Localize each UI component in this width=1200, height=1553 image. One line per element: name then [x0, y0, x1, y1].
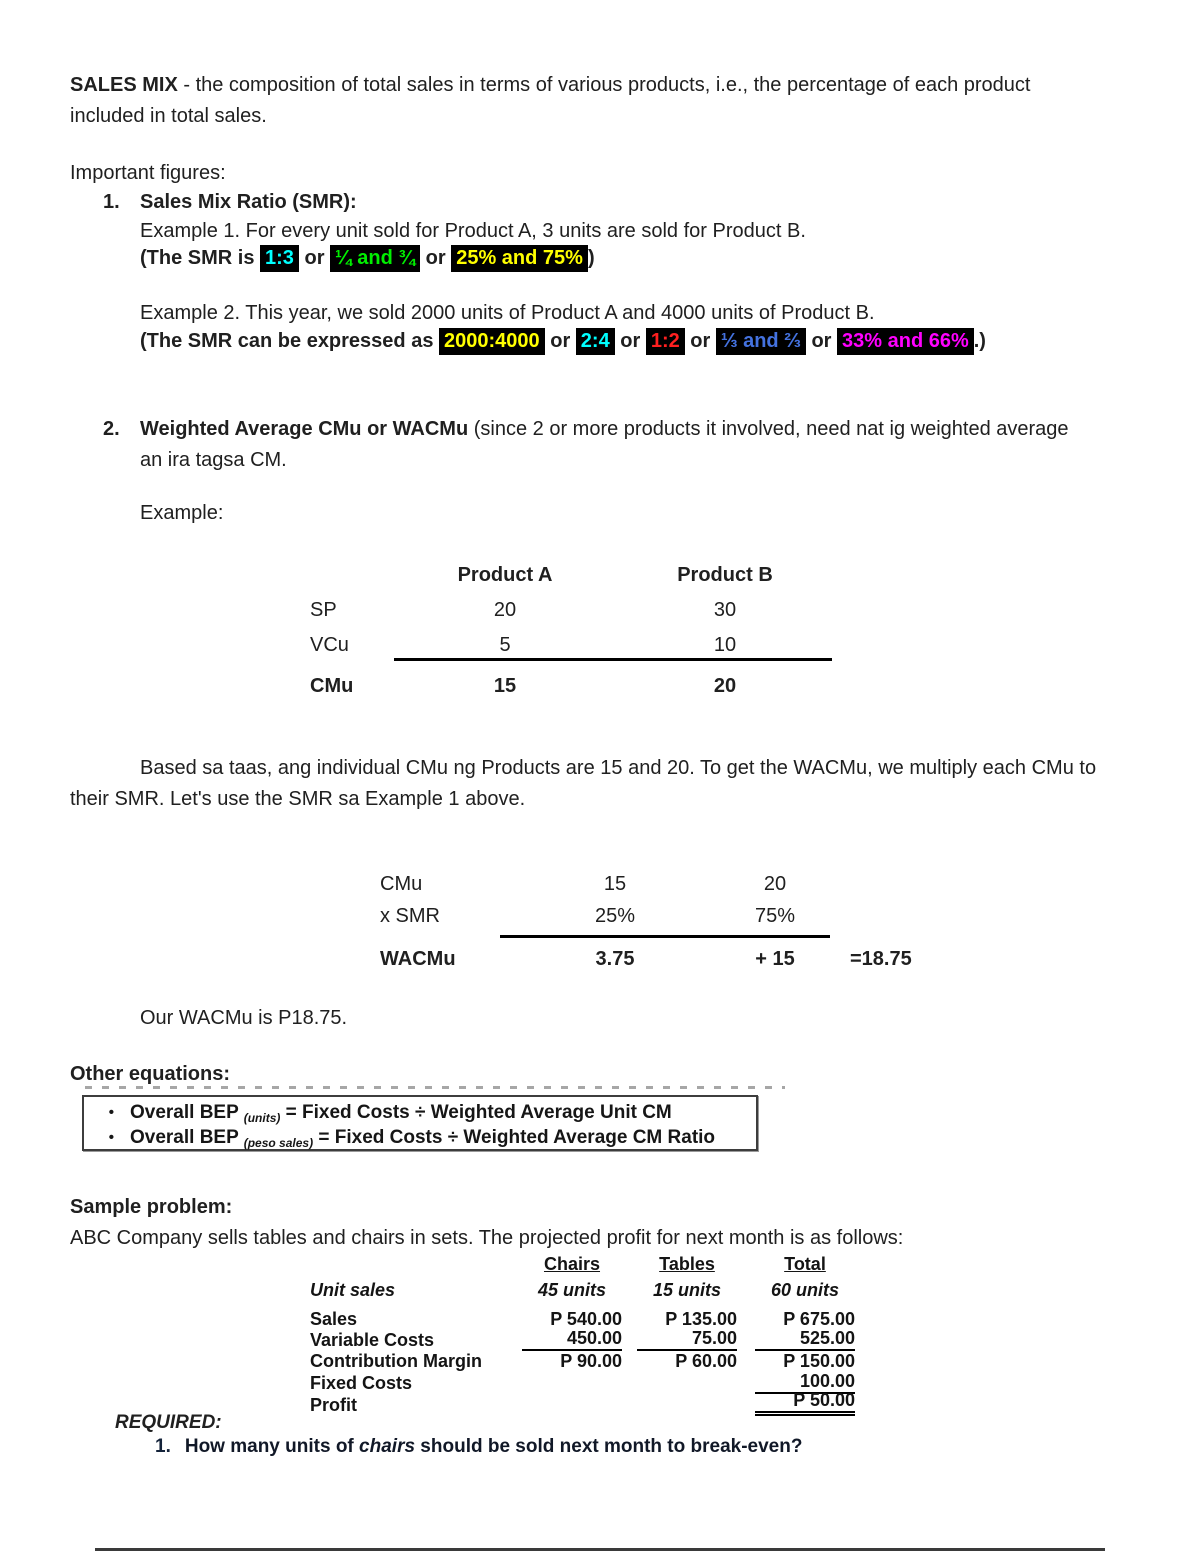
equation-body: = Fixed Costs ÷ Weighted Average CM Ratio	[313, 1127, 716, 1148]
cm-row-label: SP	[310, 599, 337, 621]
highlight-ratio-1-3: 1:3	[260, 245, 299, 272]
equation-text	[130, 1126, 715, 1151]
example2-text: Example 2. This year, we sold 2000 units of Product A and 4000 units of Product B.	[140, 302, 875, 324]
next-page-rule-artifact	[95, 1548, 1105, 1551]
or-separator: or	[684, 330, 716, 352]
table-cell: P 60.00	[675, 1351, 737, 1371]
sales-row	[310, 1309, 855, 1330]
cm-table	[310, 558, 840, 704]
cm-header-product-b: Product B	[677, 564, 773, 586]
cm-row-cmu	[310, 669, 840, 704]
or-separator: or	[805, 330, 838, 352]
highlight-ratio-2-4: 2:4	[576, 328, 615, 355]
smr1-suffix: )	[587, 247, 595, 269]
table-cell: P 135.00	[665, 1309, 737, 1329]
example-label: Example:	[140, 502, 224, 524]
other-equations-heading: Other equations:	[70, 1063, 231, 1085]
profit-row	[310, 1390, 855, 1416]
projection-header-chairs: Chairs	[543, 1254, 601, 1274]
table-cell: 100.00	[755, 1371, 855, 1394]
bullet-icon: •	[108, 1104, 114, 1121]
or-separator: or	[614, 330, 646, 352]
question-1-number: 1.	[155, 1436, 171, 1457]
equations-box	[82, 1095, 758, 1151]
bullet-icon: •	[108, 1129, 114, 1146]
table-cell: 15 units	[652, 1280, 722, 1300]
row-label: Unit sales	[310, 1280, 396, 1300]
wacmu-row-cmu	[380, 868, 960, 900]
cm-row-sp	[310, 593, 840, 628]
table-cell: 450.00	[522, 1328, 622, 1351]
cutoff-text-artifact	[85, 1086, 785, 1089]
cm-cell: 5	[499, 634, 511, 656]
table-cell: 45 units	[537, 1280, 607, 1300]
question-1-italic-word: chairs	[359, 1436, 416, 1457]
smr2-suffix: .)	[973, 330, 986, 352]
cm-table-total-rule	[394, 658, 832, 661]
table-cell: P 90.00	[560, 1351, 622, 1371]
table-cell: P 540.00	[550, 1309, 622, 1329]
highlight-fractions-quarters: ¼ and ¾	[330, 245, 420, 272]
wacmu-row-label: CMu	[380, 872, 423, 895]
wacmu-cell: + 15	[755, 947, 795, 970]
highlight-percents-25-75: 25% and 75%	[451, 245, 588, 272]
item1-title: Sales Mix Ratio (SMR):	[140, 191, 357, 213]
unit-sales-row	[310, 1275, 855, 1301]
wacmu-note: Our WACMu is P18.75.	[140, 1007, 348, 1029]
important-figures-label: Important figures:	[70, 162, 226, 184]
projection-header-row	[310, 1251, 855, 1275]
contribution-margin-row	[310, 1351, 855, 1372]
highlight-percents-33-66: 33% and 66%	[837, 328, 974, 355]
equation-lead: Overall BEP	[130, 1127, 244, 1148]
wacmu-row-label: WACMu	[380, 947, 456, 970]
table-cell: P 150.00	[783, 1351, 855, 1371]
equation-bep-peso-sales	[84, 1126, 756, 1151]
wacmu-cell: 3.75	[595, 947, 635, 970]
item2-description: (since 2 or more products it involved, need nat ig weighted average an ira tagsa CM.	[140, 418, 1069, 471]
row-label: Sales	[310, 1309, 358, 1329]
highlight-units-2000-4000: 2000:4000	[439, 328, 545, 355]
row-label: Fixed Costs	[310, 1373, 413, 1393]
smr1-prefix: (The SMR is	[140, 247, 261, 269]
projection-header-tables: Tables	[659, 1254, 715, 1274]
row-label: Profit	[310, 1395, 357, 1415]
question-1-post: should be sold next month to break-even?	[415, 1436, 803, 1457]
table-cell: 75.00	[637, 1328, 737, 1351]
table-spacer	[310, 1301, 855, 1309]
wacmu-table	[380, 868, 960, 975]
equation-lead: Overall BEP	[130, 1102, 244, 1123]
cm-cell: 20	[713, 675, 737, 697]
item1-number: 1.	[103, 191, 120, 213]
table-cell: P 50.00	[755, 1390, 855, 1416]
cm-cell: 10	[713, 634, 737, 656]
or-separator: or	[298, 247, 331, 269]
example1-text: Example 1. For every unit sold for Product A, 3 units are sold for Product B.	[140, 220, 806, 242]
required-label: REQUIRED:	[115, 1412, 222, 1433]
table-cell: 525.00	[755, 1328, 855, 1351]
question-1-pre: How many units of	[184, 1436, 360, 1457]
question-1	[155, 1436, 802, 1458]
sales-mix-definition-text: - the composition of total sales in terms of various products, i.e., the percentage of each product included in total sales.	[70, 74, 1031, 127]
question-1-text	[185, 1436, 803, 1457]
item2-paragraph	[140, 414, 1090, 476]
projection-table	[310, 1251, 855, 1416]
row-label: Contribution Margin	[310, 1351, 482, 1371]
wacmu-row-label: x SMR	[380, 904, 440, 927]
sales-mix-definition	[70, 70, 1045, 132]
smr2-prefix: (The SMR can be expressed as	[140, 330, 440, 352]
variable-costs-row	[310, 1330, 855, 1351]
table-cell: P 675.00	[783, 1309, 855, 1329]
equation-body: = Fixed Costs ÷ Weighted Average Unit CM	[280, 1102, 672, 1123]
table-cell: 60 units	[770, 1280, 840, 1300]
or-separator: or	[420, 247, 452, 269]
wacmu-cell: 25%	[594, 904, 636, 927]
equation-subscript: (peso sales)	[243, 1136, 314, 1150]
cm-cell: 20	[493, 599, 517, 621]
wacmu-row-smr	[380, 900, 960, 932]
smr1-line	[140, 243, 595, 274]
equation-text	[130, 1101, 672, 1126]
wacmu-table-total-rule	[500, 935, 830, 938]
based-sa-taas-paragraph: Based sa taas, ang individual CMu ng Products are 15 and 20. To get the WACMu, we multiply each CMu to their SMR. Let's use the SMR sa Example 1 above.	[70, 757, 1097, 810]
cm-cell: 30	[713, 599, 737, 621]
highlight-fractions-thirds: ⅓ and ⅔	[716, 328, 806, 355]
cm-row-label: VCu	[310, 634, 349, 656]
sales-mix-term: SALES MIX	[70, 74, 178, 96]
projection-header-total: Total	[784, 1254, 826, 1274]
wacmu-total-cell: =18.75	[850, 947, 912, 970]
or-separator: or	[544, 330, 576, 352]
cm-row-label: CMu	[310, 675, 354, 697]
highlight-ratio-1-2: 1:2	[646, 328, 685, 355]
wacmu-cell: 20	[763, 872, 787, 895]
equation-subscript: (units)	[243, 1111, 281, 1125]
equation-bep-units	[84, 1101, 756, 1126]
sample-problem-heading: Sample problem:	[70, 1196, 233, 1218]
cm-cell: 15	[493, 675, 517, 697]
wacmu-row-result	[380, 943, 960, 975]
wacmu-cell: 75%	[754, 904, 796, 927]
wacmu-cell: 15	[603, 872, 627, 895]
sample-problem-intro: ABC Company sells tables and chairs in sets. The projected profit for next month is as follows:	[70, 1227, 904, 1249]
smr2-line	[140, 326, 986, 357]
item2-title: Weighted Average CMu or WACMu	[140, 418, 474, 440]
row-label: Variable Costs	[310, 1330, 435, 1350]
cm-table-header-row	[310, 558, 840, 593]
cm-header-product-a: Product A	[457, 564, 553, 586]
item2-number: 2.	[103, 418, 120, 440]
